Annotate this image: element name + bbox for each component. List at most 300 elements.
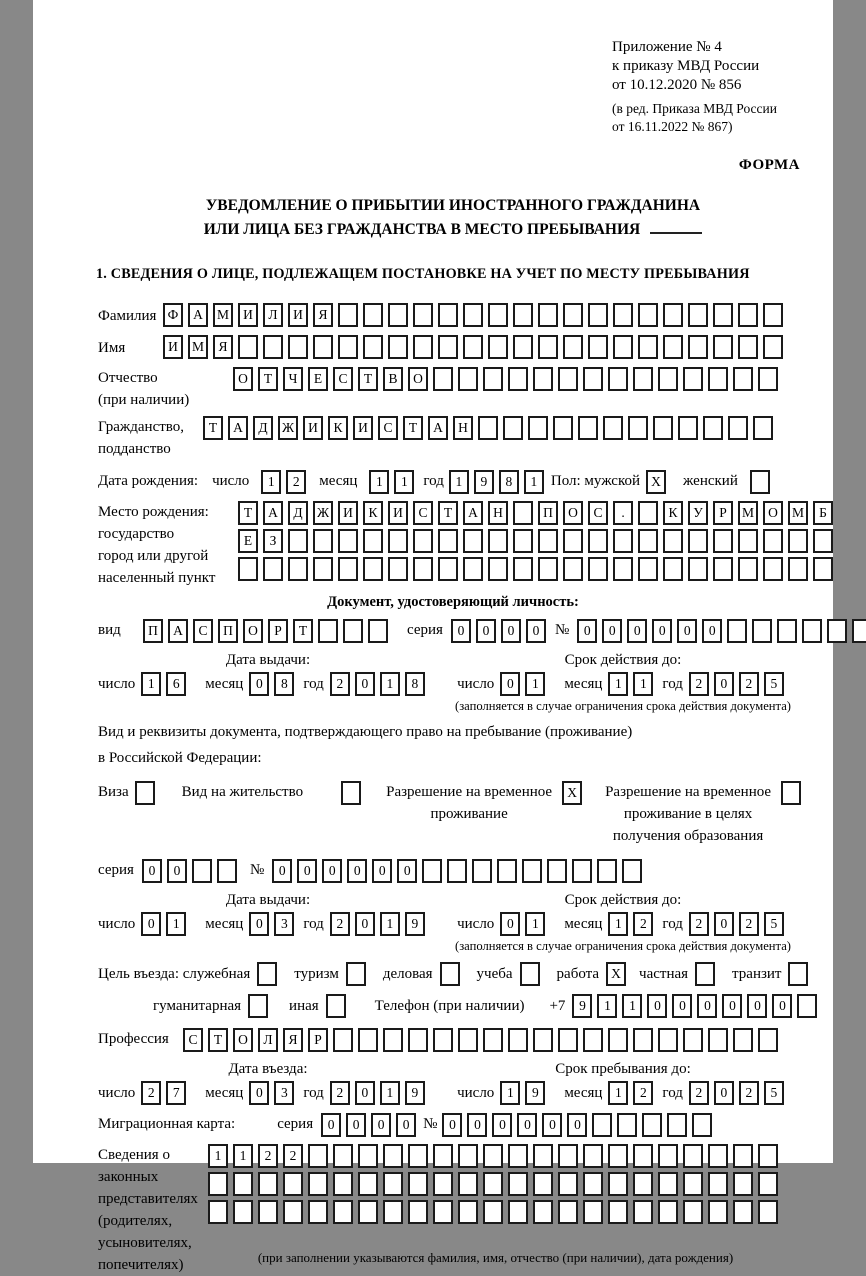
char-cell[interactable] (238, 557, 258, 581)
char-cell[interactable] (547, 859, 567, 883)
char-cell[interactable] (313, 335, 333, 359)
char-cell[interactable] (513, 501, 533, 525)
char-cell[interactable] (642, 1113, 662, 1137)
char-cell[interactable] (797, 994, 817, 1018)
char-cell[interactable]: М (213, 303, 233, 327)
char-cell[interactable] (802, 619, 822, 643)
checkbox-cell[interactable] (781, 781, 801, 805)
char-cell[interactable] (588, 529, 608, 553)
char-cell[interactable] (533, 367, 553, 391)
char-cell[interactable]: Л (263, 303, 283, 327)
checkbox-cell[interactable] (257, 962, 277, 986)
char-cell[interactable] (608, 1172, 628, 1196)
char-cell[interactable] (563, 335, 583, 359)
char-cell[interactable] (208, 1200, 228, 1224)
char-cell[interactable] (708, 1200, 728, 1224)
char-cell[interactable] (558, 1028, 578, 1052)
char-cell[interactable] (597, 859, 617, 883)
char-cell[interactable] (433, 1144, 453, 1168)
char-cell[interactable] (433, 1028, 453, 1052)
char-cell[interactable] (763, 303, 783, 327)
char-cell[interactable] (208, 1172, 228, 1196)
char-cell[interactable]: 9 (572, 994, 592, 1018)
char-cell[interactable] (683, 1200, 703, 1224)
char-cell[interactable] (483, 1172, 503, 1196)
checkbox-cell[interactable] (248, 994, 268, 1018)
char-cell[interactable] (733, 1144, 753, 1168)
char-cell[interactable] (333, 1200, 353, 1224)
char-cell[interactable]: 0 (722, 994, 742, 1018)
char-cell[interactable]: А (428, 416, 448, 440)
char-cell[interactable]: 0 (249, 672, 269, 696)
char-cell[interactable] (583, 1200, 603, 1224)
char-cell[interactable]: И (163, 335, 183, 359)
char-cell[interactable]: 1 (525, 912, 545, 936)
char-cell[interactable] (688, 303, 708, 327)
char-cell[interactable]: 0 (697, 994, 717, 1018)
char-cell[interactable] (638, 501, 658, 525)
char-cell[interactable] (663, 303, 683, 327)
char-cell[interactable]: 0 (747, 994, 767, 1018)
char-cell[interactable]: Т (258, 367, 278, 391)
char-cell[interactable] (538, 335, 558, 359)
char-cell[interactable]: 1 (608, 1081, 628, 1105)
char-cell[interactable]: 9 (525, 1081, 545, 1105)
char-cell[interactable] (613, 529, 633, 553)
char-cell[interactable]: 0 (702, 619, 722, 643)
char-cell[interactable] (633, 1200, 653, 1224)
char-cell[interactable] (463, 529, 483, 553)
char-cell[interactable] (758, 1144, 778, 1168)
char-cell[interactable] (588, 557, 608, 581)
char-cell[interactable]: М (788, 501, 808, 525)
char-cell[interactable]: И (288, 303, 308, 327)
char-cell[interactable] (217, 859, 237, 883)
char-cell[interactable] (608, 1200, 628, 1224)
char-cell[interactable] (333, 1144, 353, 1168)
char-cell[interactable] (583, 1172, 603, 1196)
char-cell[interactable]: 2 (739, 672, 759, 696)
char-cell[interactable]: 1 (608, 672, 628, 696)
char-cell[interactable]: А (228, 416, 248, 440)
char-cell[interactable]: 0 (542, 1113, 562, 1137)
char-cell[interactable]: С (193, 619, 213, 643)
char-cell[interactable] (263, 335, 283, 359)
char-cell[interactable]: 1 (597, 994, 617, 1018)
char-cell[interactable]: 2 (739, 912, 759, 936)
char-cell[interactable]: 1 (608, 912, 628, 936)
char-cell[interactable] (413, 557, 433, 581)
char-cell[interactable] (533, 1172, 553, 1196)
char-cell[interactable]: П (143, 619, 163, 643)
char-cell[interactable]: 1 (500, 1081, 520, 1105)
char-cell[interactable] (438, 557, 458, 581)
char-cell[interactable]: Л (258, 1028, 278, 1052)
char-cell[interactable]: Т (293, 619, 313, 643)
char-cell[interactable] (558, 1144, 578, 1168)
char-cell[interactable] (563, 557, 583, 581)
char-cell[interactable] (313, 529, 333, 553)
char-cell[interactable] (688, 335, 708, 359)
char-cell[interactable] (603, 416, 623, 440)
char-cell[interactable] (533, 1028, 553, 1052)
char-cell[interactable]: В (383, 367, 403, 391)
char-cell[interactable]: 0 (321, 1113, 341, 1137)
char-cell[interactable] (438, 529, 458, 553)
char-cell[interactable]: 0 (442, 1113, 462, 1137)
checkbox-cell[interactable] (695, 962, 715, 986)
char-cell[interactable] (192, 859, 212, 883)
checkbox-cell[interactable] (440, 962, 460, 986)
char-cell[interactable] (422, 859, 442, 883)
char-cell[interactable]: 0 (501, 619, 521, 643)
char-cell[interactable] (508, 1028, 528, 1052)
char-cell[interactable]: 0 (249, 912, 269, 936)
char-cell[interactable]: 0 (517, 1113, 537, 1137)
char-cell[interactable] (358, 1200, 378, 1224)
char-cell[interactable] (413, 335, 433, 359)
char-cell[interactable] (588, 303, 608, 327)
char-cell[interactable]: С (183, 1028, 203, 1052)
char-cell[interactable] (363, 335, 383, 359)
char-cell[interactable]: А (263, 501, 283, 525)
char-cell[interactable] (608, 1028, 628, 1052)
char-cell[interactable]: 2 (689, 672, 709, 696)
char-cell[interactable]: 1 (394, 470, 414, 494)
char-cell[interactable] (363, 303, 383, 327)
char-cell[interactable]: Н (488, 501, 508, 525)
char-cell[interactable]: Я (313, 303, 333, 327)
char-cell[interactable]: Ж (278, 416, 298, 440)
char-cell[interactable] (617, 1113, 637, 1137)
char-cell[interactable]: 0 (714, 1081, 734, 1105)
char-cell[interactable] (458, 367, 478, 391)
char-cell[interactable] (588, 335, 608, 359)
char-cell[interactable] (578, 416, 598, 440)
char-cell[interactable]: С (413, 501, 433, 525)
char-cell[interactable]: 0 (714, 672, 734, 696)
char-cell[interactable] (827, 619, 847, 643)
char-cell[interactable] (713, 557, 733, 581)
char-cell[interactable]: 2 (286, 470, 306, 494)
char-cell[interactable]: И (238, 303, 258, 327)
char-cell[interactable] (338, 557, 358, 581)
char-cell[interactable] (658, 1172, 678, 1196)
char-cell[interactable]: И (338, 501, 358, 525)
char-cell[interactable] (383, 1144, 403, 1168)
char-cell[interactable]: 2 (330, 912, 350, 936)
char-cell[interactable]: Т (438, 501, 458, 525)
char-cell[interactable] (363, 529, 383, 553)
checkbox-cell[interactable] (520, 962, 540, 986)
char-cell[interactable] (458, 1200, 478, 1224)
char-cell[interactable] (738, 303, 758, 327)
char-cell[interactable]: 1 (524, 470, 544, 494)
char-cell[interactable]: 6 (166, 672, 186, 696)
char-cell[interactable]: 1 (369, 470, 389, 494)
char-cell[interactable] (708, 367, 728, 391)
char-cell[interactable] (308, 1144, 328, 1168)
char-cell[interactable]: 2 (283, 1144, 303, 1168)
char-cell[interactable] (233, 1200, 253, 1224)
char-cell[interactable]: 1 (449, 470, 469, 494)
char-cell[interactable] (258, 1200, 278, 1224)
char-cell[interactable]: Я (213, 335, 233, 359)
char-cell[interactable] (733, 1200, 753, 1224)
char-cell[interactable]: 0 (672, 994, 692, 1018)
char-cell[interactable] (633, 367, 653, 391)
char-cell[interactable]: 0 (371, 1113, 391, 1137)
char-cell[interactable] (463, 557, 483, 581)
char-cell[interactable]: У (688, 501, 708, 525)
char-cell[interactable]: П (538, 501, 558, 525)
char-cell[interactable]: 2 (633, 1081, 653, 1105)
char-cell[interactable]: 0 (526, 619, 546, 643)
char-cell[interactable] (658, 1144, 678, 1168)
char-cell[interactable] (283, 1172, 303, 1196)
char-cell[interactable]: 0 (355, 912, 375, 936)
char-cell[interactable]: Д (253, 416, 273, 440)
char-cell[interactable] (563, 529, 583, 553)
char-cell[interactable]: 2 (689, 1081, 709, 1105)
char-cell[interactable] (458, 1028, 478, 1052)
char-cell[interactable] (413, 529, 433, 553)
char-cell[interactable]: О (408, 367, 428, 391)
char-cell[interactable] (333, 1028, 353, 1052)
char-cell[interactable]: 3 (274, 1081, 294, 1105)
char-cell[interactable]: А (463, 501, 483, 525)
char-cell[interactable] (583, 367, 603, 391)
char-cell[interactable] (533, 1200, 553, 1224)
char-cell[interactable] (388, 303, 408, 327)
char-cell[interactable]: 9 (474, 470, 494, 494)
char-cell[interactable] (483, 1028, 503, 1052)
char-cell[interactable]: 2 (141, 1081, 161, 1105)
char-cell[interactable] (433, 1200, 453, 1224)
char-cell[interactable] (638, 335, 658, 359)
char-cell[interactable] (343, 619, 363, 643)
char-cell[interactable]: Т (203, 416, 223, 440)
char-cell[interactable] (638, 557, 658, 581)
char-cell[interactable]: 5 (764, 672, 784, 696)
char-cell[interactable] (388, 529, 408, 553)
char-cell[interactable] (713, 335, 733, 359)
char-cell[interactable] (738, 557, 758, 581)
char-cell[interactable]: Т (358, 367, 378, 391)
char-cell[interactable] (813, 529, 833, 553)
char-cell[interactable]: 1 (380, 1081, 400, 1105)
char-cell[interactable] (658, 1200, 678, 1224)
char-cell[interactable] (633, 1028, 653, 1052)
char-cell[interactable]: 0 (677, 619, 697, 643)
char-cell[interactable]: 0 (322, 859, 342, 883)
char-cell[interactable] (488, 335, 508, 359)
char-cell[interactable] (538, 529, 558, 553)
char-cell[interactable]: О (763, 501, 783, 525)
char-cell[interactable] (408, 1144, 428, 1168)
char-cell[interactable] (763, 529, 783, 553)
char-cell[interactable]: 8 (499, 470, 519, 494)
checkbox-cell[interactable] (750, 470, 770, 494)
char-cell[interactable] (338, 335, 358, 359)
char-cell[interactable]: 1 (261, 470, 281, 494)
char-cell[interactable]: Ч (283, 367, 303, 391)
char-cell[interactable]: М (738, 501, 758, 525)
char-cell[interactable] (408, 1028, 428, 1052)
char-cell[interactable] (708, 1144, 728, 1168)
char-cell[interactable]: Н (453, 416, 473, 440)
char-cell[interactable]: 1 (233, 1144, 253, 1168)
char-cell[interactable] (683, 1028, 703, 1052)
char-cell[interactable] (238, 335, 258, 359)
char-cell[interactable]: Р (713, 501, 733, 525)
char-cell[interactable]: Т (403, 416, 423, 440)
char-cell[interactable]: 0 (167, 859, 187, 883)
char-cell[interactable]: 0 (467, 1113, 487, 1137)
char-cell[interactable] (522, 859, 542, 883)
char-cell[interactable]: 0 (647, 994, 667, 1018)
checkbox-cell[interactable] (135, 781, 155, 805)
char-cell[interactable]: Е (308, 367, 328, 391)
char-cell[interactable]: 9 (405, 1081, 425, 1105)
char-cell[interactable] (288, 557, 308, 581)
char-cell[interactable]: 0 (602, 619, 622, 643)
char-cell[interactable]: 2 (689, 912, 709, 936)
char-cell[interactable] (508, 1144, 528, 1168)
char-cell[interactable] (438, 335, 458, 359)
char-cell[interactable] (388, 335, 408, 359)
char-cell[interactable] (613, 335, 633, 359)
char-cell[interactable]: С (333, 367, 353, 391)
char-cell[interactable] (713, 529, 733, 553)
char-cell[interactable] (488, 303, 508, 327)
char-cell[interactable] (513, 557, 533, 581)
char-cell[interactable]: И (388, 501, 408, 525)
char-cell[interactable] (758, 1172, 778, 1196)
char-cell[interactable] (558, 1172, 578, 1196)
char-cell[interactable]: 1 (633, 672, 653, 696)
char-cell[interactable]: 0 (652, 619, 672, 643)
char-cell[interactable] (583, 1144, 603, 1168)
checkbox-cell[interactable]: X (562, 781, 582, 805)
char-cell[interactable]: Т (238, 501, 258, 525)
checkbox-cell[interactable]: X (646, 470, 666, 494)
char-cell[interactable] (592, 1113, 612, 1137)
char-cell[interactable] (478, 416, 498, 440)
char-cell[interactable] (363, 557, 383, 581)
char-cell[interactable] (538, 557, 558, 581)
char-cell[interactable] (788, 557, 808, 581)
char-cell[interactable] (758, 1028, 778, 1052)
char-cell[interactable]: 0 (397, 859, 417, 883)
char-cell[interactable]: 2 (633, 912, 653, 936)
char-cell[interactable] (558, 367, 578, 391)
char-cell[interactable] (433, 367, 453, 391)
char-cell[interactable]: 0 (249, 1081, 269, 1105)
char-cell[interactable] (658, 1028, 678, 1052)
char-cell[interactable] (447, 859, 467, 883)
char-cell[interactable]: А (188, 303, 208, 327)
char-cell[interactable]: 0 (141, 912, 161, 936)
char-cell[interactable] (358, 1028, 378, 1052)
char-cell[interactable] (608, 1144, 628, 1168)
char-cell[interactable] (563, 303, 583, 327)
char-cell[interactable] (608, 367, 628, 391)
char-cell[interactable]: И (303, 416, 323, 440)
char-cell[interactable]: 0 (396, 1113, 416, 1137)
checkbox-cell[interactable] (788, 962, 808, 986)
char-cell[interactable]: М (188, 335, 208, 359)
checkbox-cell[interactable] (346, 962, 366, 986)
char-cell[interactable] (683, 1144, 703, 1168)
char-cell[interactable] (663, 529, 683, 553)
char-cell[interactable] (513, 335, 533, 359)
char-cell[interactable]: Я (283, 1028, 303, 1052)
char-cell[interactable] (463, 303, 483, 327)
char-cell[interactable]: 0 (476, 619, 496, 643)
char-cell[interactable]: Т (208, 1028, 228, 1052)
char-cell[interactable]: 0 (714, 912, 734, 936)
char-cell[interactable] (258, 1172, 278, 1196)
char-cell[interactable] (613, 557, 633, 581)
char-cell[interactable] (728, 416, 748, 440)
char-cell[interactable]: 2 (330, 672, 350, 696)
char-cell[interactable]: 0 (297, 859, 317, 883)
char-cell[interactable]: 2 (330, 1081, 350, 1105)
char-cell[interactable] (483, 1144, 503, 1168)
char-cell[interactable]: 0 (347, 859, 367, 883)
char-cell[interactable] (333, 1172, 353, 1196)
char-cell[interactable] (483, 367, 503, 391)
char-cell[interactable] (528, 416, 548, 440)
char-cell[interactable]: 0 (272, 859, 292, 883)
char-cell[interactable] (538, 303, 558, 327)
char-cell[interactable] (283, 1200, 303, 1224)
char-cell[interactable]: 0 (627, 619, 647, 643)
char-cell[interactable] (727, 619, 747, 643)
char-cell[interactable] (658, 367, 678, 391)
char-cell[interactable]: 2 (739, 1081, 759, 1105)
char-cell[interactable]: Ж (313, 501, 333, 525)
char-cell[interactable] (383, 1172, 403, 1196)
char-cell[interactable] (553, 416, 573, 440)
char-cell[interactable] (383, 1028, 403, 1052)
char-cell[interactable] (633, 1172, 653, 1196)
char-cell[interactable] (622, 859, 642, 883)
char-cell[interactable] (638, 303, 658, 327)
char-cell[interactable]: 0 (492, 1113, 512, 1137)
char-cell[interactable]: Д (288, 501, 308, 525)
char-cell[interactable] (288, 529, 308, 553)
char-cell[interactable] (738, 335, 758, 359)
char-cell[interactable]: . (613, 501, 633, 525)
char-cell[interactable]: О (233, 1028, 253, 1052)
char-cell[interactable] (488, 529, 508, 553)
char-cell[interactable] (777, 619, 797, 643)
char-cell[interactable]: 1 (380, 912, 400, 936)
char-cell[interactable] (758, 1200, 778, 1224)
char-cell[interactable] (508, 1172, 528, 1196)
char-cell[interactable] (708, 1172, 728, 1196)
char-cell[interactable] (533, 1144, 553, 1168)
char-cell[interactable]: 8 (405, 672, 425, 696)
char-cell[interactable]: 0 (346, 1113, 366, 1137)
char-cell[interactable]: 7 (166, 1081, 186, 1105)
char-cell[interactable]: 8 (274, 672, 294, 696)
char-cell[interactable] (413, 303, 433, 327)
char-cell[interactable] (683, 1172, 703, 1196)
char-cell[interactable] (763, 335, 783, 359)
